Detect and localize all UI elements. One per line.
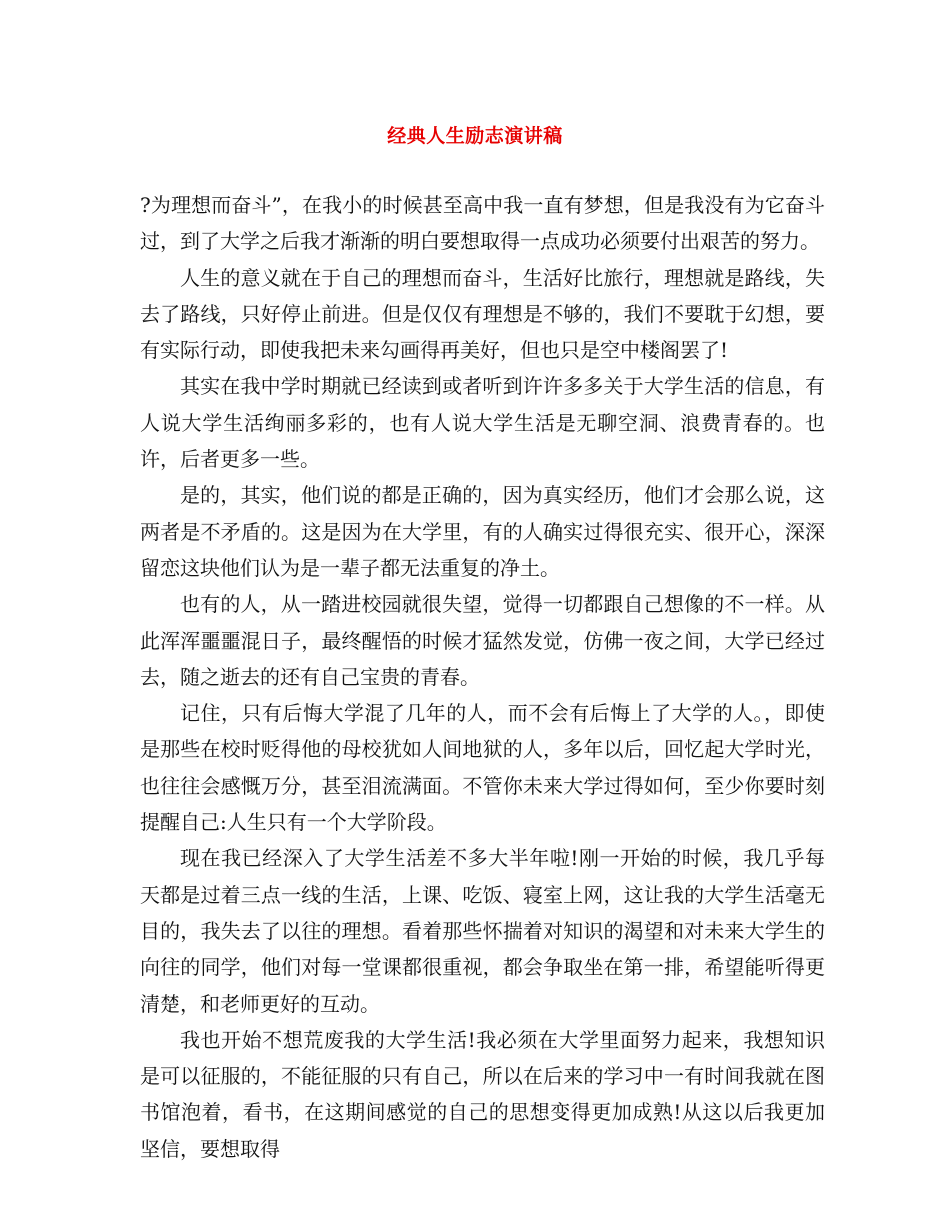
paragraph-2: 人生的意义就在于自己的理想而奋斗，生活好比旅行，理想就是路线，失去了路线，只好停止前进。但是仅仅有理想是不够的，我们不要耽于幻想，要有实际行动，即使我把未来勾画得再美好，但也只是空中楼阁罢了! [140,265,825,363]
paragraph-1: ?为理想而奋斗”，在我小的时候甚至高中我一直有梦想，但是我没有为它奋斗过，到了大学之后我才渐渐的明白要想取得一点成功必须要付出艰苦的努力。 [140,193,825,254]
paragraph-7: 现在我已经深入了大学生活差不多大半年啦!刚一开始的时候，我几乎每天都是过着三点一线的生活，上课、吃饭、寝室上网，这让我的大学生活毫无目的，我失去了以往的理想。看着那些怀揣着对知识的渴望和对未来大学生的向往的同学，他们对每一堂课都很重视，都会争取坐在第一排，希望能听得更清楚，和老师更好的互动。 [140,846,825,1016]
document-body [140,187,825,1167]
document-title: 经典人生励志演讲稿 [387,125,563,147]
paragraph-4: 是的，其实，他们说的都是正确的，因为真实经历，他们才会那么说，这两者是不矛盾的。这是因为在大学里，有的人确实过得很充实、很开心，深深留恋这块他们认为是一辈子都无法重复的净土。 [140,483,825,580]
paragraph-6: 记住，只有后悔大学混了几年的人，而不会有后悔上了大学的人。，即使是那些在校时贬得他的母校犹如人间地狱的人，多年以后，回忆起大学时光，也往往会感慨万分，甚至泪流满面。不管你未来大学过得如何，至少你要时刻提醒自己:人生只有一个大学阶段。 [140,701,825,835]
paragraph-8: 我也开始不想荒废我的大学生活!我必须在大学里面努力起来，我想知识是可以征服的，不能征服的只有自己，所以在后来的学习中一有时间我就在图书馆泡着，看书，在这期间感觉的自己的思想变得更加成熟!从这以后我更加坚信，要想取得 [140,1027,825,1161]
paragraph-3: 其实在我中学时期就已经读到或者听到许许多多关于大学生活的信息，有人说大学生活绚丽多彩的，也有人说大学生活是无聊空洞、浪费青春的。也许，后者更多一些。 [140,374,825,472]
paragraph-5: 也有的人，从一踏进校园就很失望，觉得一切都跟自己想像的不一样。从此浑浑噩噩混日子，最终醒悟的时候才猛然发觉，仿佛一夜之间，大学已经过去，随之逝去的还有自己宝贵的青春。 [140,592,825,689]
